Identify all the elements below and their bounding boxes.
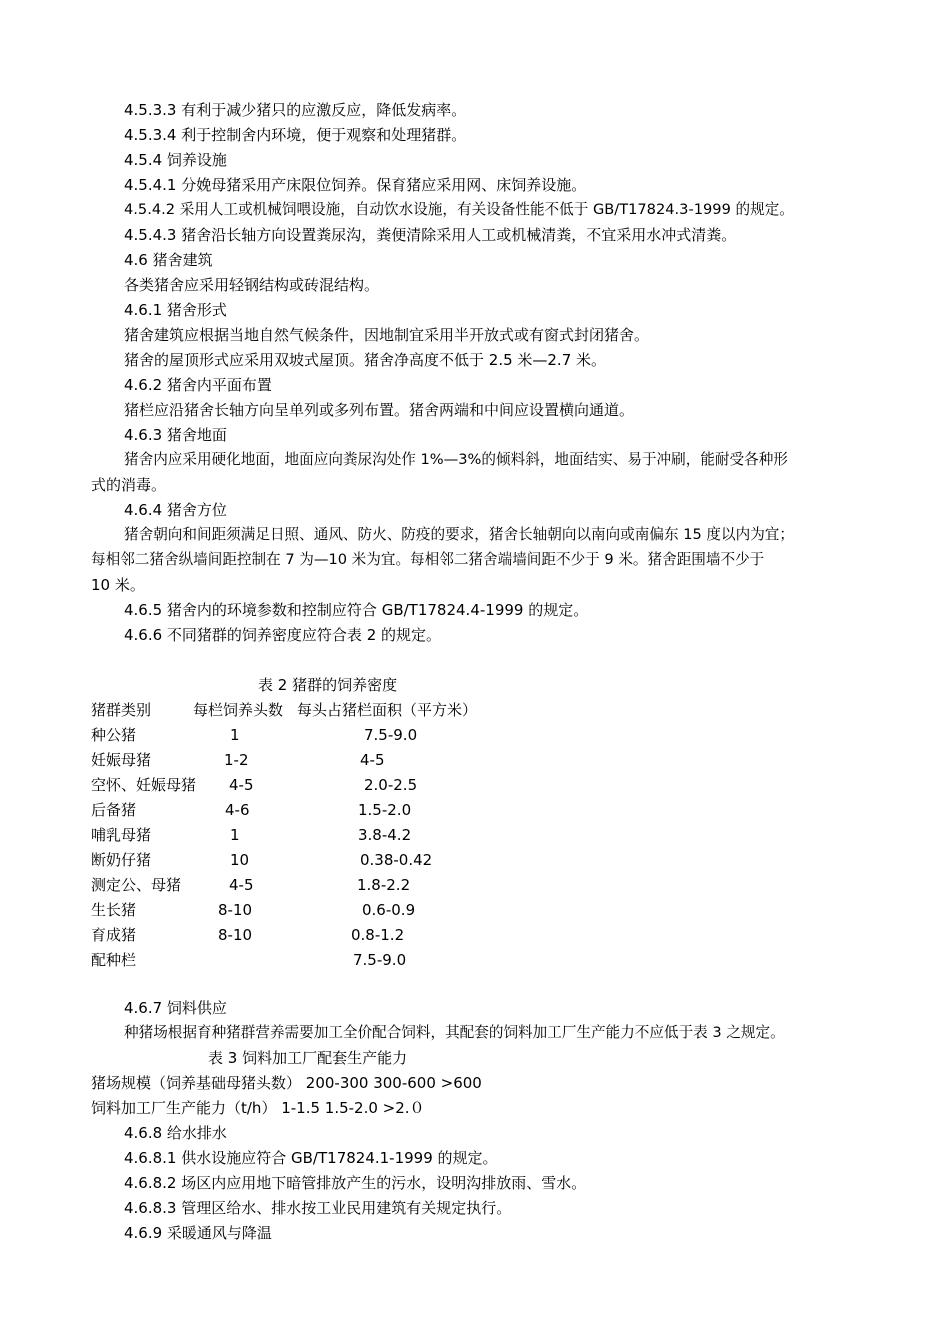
clause-4-6-8-1: 4.6.8.1 供水设施应符合 GB/T17824.1-1999 的规定。 (124, 1149, 498, 1167)
paragraph-orientation-line1: 猪舍朝向和间距须满足日照、通风、防火、防疫的要求，猪舍长轴朝向以南向或南偏东 15 度以内为宜； (124, 526, 794, 543)
table2-cell-area: 0.8-1.2 (351, 926, 405, 944)
table2-cell-category: 育成猪 (91, 926, 137, 944)
table2-cell-category: 断奶仔猪 (91, 851, 152, 869)
heading-4-6-7: 4.6.7 饲料供应 (124, 999, 227, 1017)
table2-cell-area: 2.0-2.5 (364, 776, 418, 794)
paragraph-form: 猪舍建筑应根据当地自然气候条件，因地制宜采用半开放式或有窗式封闭猪舍。 (124, 326, 650, 344)
table2-cell-category: 测定公、母猪 (91, 876, 182, 894)
table2-caption: 表 2 猪群的饲养密度 (258, 676, 398, 694)
paragraph-floor-line2: 式的消毒。 (91, 476, 167, 494)
table2-cell-category: 后备猪 (91, 801, 137, 819)
table2-cell-category: 妊娠母猪 (91, 751, 152, 769)
table2-header-area: 每头占猪栏面积（平方米） (297, 701, 478, 719)
table2-cell-head-count: 8-10 (218, 901, 253, 919)
table2-cell-area: 1.5-2.0 (358, 801, 412, 819)
clause-4-6-6: 4.6.6 不同猪群的饲养密度应符合表 2 的规定。 (124, 626, 442, 644)
table2-header-head-count: 每栏饲养头数 (193, 701, 284, 719)
heading-4-6-2: 4.6.2 猪舍内平面布置 (124, 376, 272, 394)
paragraph-floor-line1: 猪舍内应采用硬化地面，地面应向粪尿沟处作 1%—3%的倾料斜，地面结实、易于冲刷，能耐受各种形 (124, 451, 788, 468)
table2-cell-area: 0.6-0.9 (362, 901, 416, 919)
table2-header-category: 猪群类别 (91, 701, 152, 719)
table2-cell-area: 3.8-4.2 (358, 826, 412, 844)
table2-cell-head-count: 4-6 (225, 801, 250, 819)
heading-4-6-1: 4.6.1 猪舍形式 (124, 301, 227, 319)
table3-row-scale: 猪场规模（饲养基础母猪头数） 200-300 300-600 >600 (91, 1074, 482, 1092)
heading-4-5-4: 4.5.4 饲养设施 (124, 151, 227, 169)
heading-4-6-4: 4.6.4 猪舍方位 (124, 501, 227, 519)
paragraph-structure: 各类猪舍应采用轻钢结构或砖混结构。 (124, 276, 380, 294)
clause-4-6-5: 4.6.5 猪舍内的环境参数和控制应符合 GB/T17824.4-1999 的规定。 (124, 601, 589, 619)
table2-cell-category: 配种栏 (91, 951, 137, 969)
table2-cell-head-count: 4-5 (229, 876, 254, 894)
table2-cell-area: 7.5-9.0 (353, 951, 407, 969)
paragraph-layout: 猪栏应沿猪舍长轴方向呈单列或多列布置。猪舍两端和中间应设置横向通道。 (124, 401, 635, 419)
table2-cell-head-count: 4-5 (229, 776, 254, 794)
table2-cell-area: 0.38-0.42 (360, 851, 433, 869)
heading-4-6-8: 4.6.8 给水排水 (124, 1124, 227, 1142)
clause-4-5-4-3: 4.5.4.3 猪舍沿长轴方向设置粪尿沟，粪便清除采用人工或机械清粪，不宜采用水冲式清粪。 (124, 226, 737, 244)
table3-caption: 表 3 饲料加工厂配套生产能力 (208, 1049, 408, 1067)
heading-4-6-9: 4.6.9 采暖通风与降温 (124, 1224, 272, 1242)
clause-4-5-4-1: 4.5.4.1 分娩母猪采用产床限位饲养。保育猪应采用网、床饲养设施。 (124, 176, 587, 194)
paragraph-feed: 种猪场根据育种猪群营养需要加工全价配合饲料，其配套的饲料加工厂生产能力不应低于表 3 之规定。 (124, 1024, 785, 1041)
table2-cell-head-count: 10 (230, 851, 250, 869)
table2-cell-head-count: 1 (230, 726, 240, 744)
table3-row-capacity: 饲料加工厂生产能力（t/h） 1-1.5 1.5-2.0 >2.０ (91, 1099, 425, 1117)
clause-4-6-8-3: 4.6.8.3 管理区给水、排水按工业民用建筑有关规定执行。 (124, 1199, 512, 1217)
heading-4-6-3: 4.6.3 猪舍地面 (124, 426, 227, 444)
table2-cell-category: 哺乳母猪 (91, 826, 152, 844)
table2-cell-head-count: 1 (230, 826, 240, 844)
clause-4-6-8-2: 4.6.8.2 场区内应用地下暗管排放产生的污水，设明沟排放雨、雪水。 (124, 1174, 587, 1192)
table2-cell-category: 种公猪 (91, 726, 137, 744)
heading-4-6: 4.6 猪舍建筑 (124, 251, 213, 269)
clause-4-5-3-3: 4.5.3.3 有利于减少猪只的应激反应，降低发病率。 (124, 101, 467, 119)
table2-cell-area: 4-5 (360, 751, 385, 769)
table2-cell-area: 7.5-9.0 (364, 726, 418, 744)
paragraph-orientation-line2: 每相邻二猪舍纵墙间距控制在 7 为—10 米为宜。每相邻二猪舍端墙间距不少于 9 米。猪舍距围墙不少于 (91, 551, 765, 568)
table2-cell-category: 空怀、妊娠母猪 (91, 776, 197, 794)
table2-cell-head-count: 8-10 (218, 926, 253, 944)
clause-4-5-4-2: 4.5.4.2 采用人工或机械饲喂设施，自动饮水设施，有关设备性能不低于 GB/T17824.3-1999 的规定。 (124, 201, 794, 218)
table2-cell-area: 1.8-2.2 (357, 876, 411, 894)
paragraph-roof: 猪舍的屋顶形式应采用双坡式屋顶。猪舍净高度不低于 2.5 米—2.7 米。 (124, 351, 607, 369)
table2-cell-head-count: 1-2 (224, 751, 249, 769)
paragraph-orientation-line3: 10 米。 (91, 576, 145, 594)
table2-cell-category: 生长猪 (91, 901, 137, 919)
clause-4-5-3-4: 4.5.3.4 利于控制舍内环境，便于观察和处理猪群。 (124, 126, 467, 144)
